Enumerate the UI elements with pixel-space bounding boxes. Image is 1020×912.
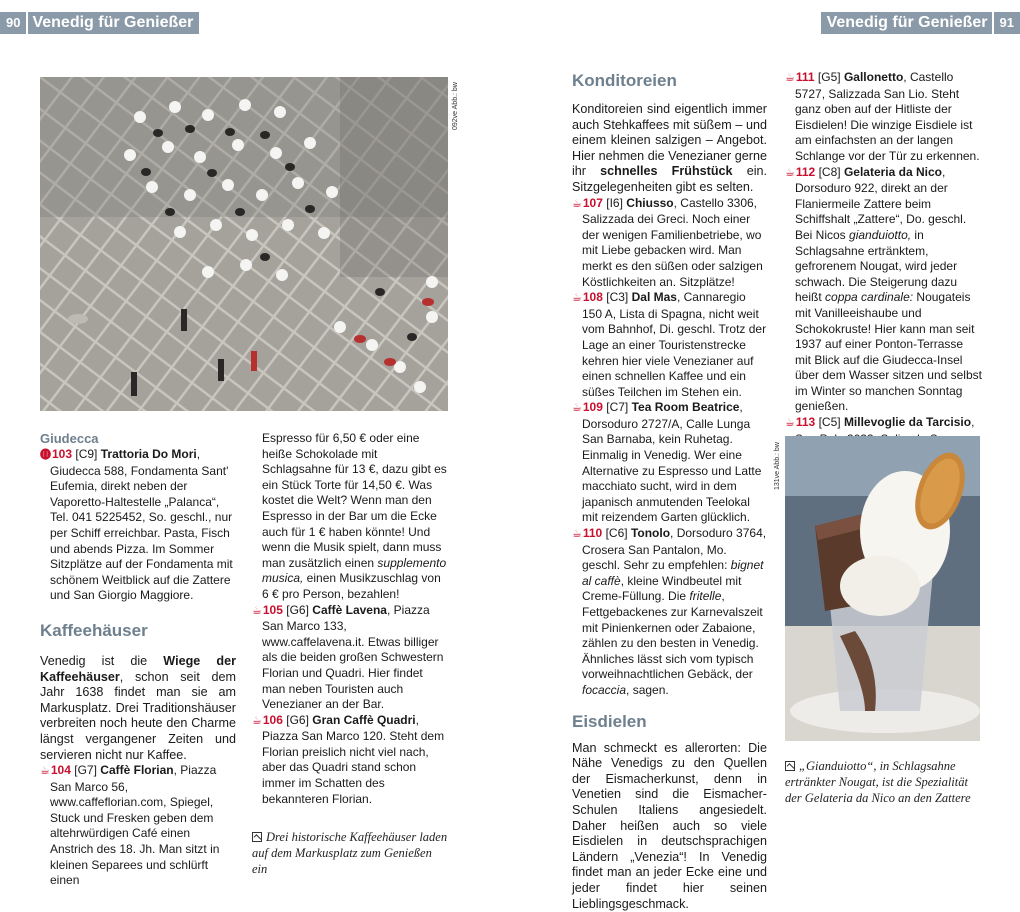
entry-109 [572,400,767,526]
entry-104-text: , Piazza San Marco 56, www.caffeflorian.com, Spiegel, Stuck und Fresken geben dem altehrwürdigen Café einen Anstrich des 18. Jh. Man sitzt in kleinen Separees und schlürft einen [50,763,220,888]
konditoreien-heading: Konditoreien [572,71,677,90]
cafe-marker-icon: ☕ [572,197,582,210]
piazza-caption: Drei historische Kaffeehäuser laden auf dem Markusplatz zum Genießen ein [252,830,448,877]
eisdielen-heading: Eisdielen [572,711,647,731]
entry-110: ☕110 [C6] Tonolo, Dorsoduro 3764, Crosera San Pantalon, Mo. geschl. Sehr zu empfehlen: bignet al caffè, kleine Windbeutel mit Creme-Füllung. Die fritelle, Fettgebackenes zur Karnevalszeit mit Pinienkernen oder Zabaione, zählen zu den besten in Venedig. Ähnliches lässt sich vom typisch vorweihnachtlichen Gebäck, der focaccia, sagen. [572,526,767,697]
entry-110-grid: [C6] [605,526,628,541]
entry-103-grid: [C9] [75,447,98,461]
entry-105-code: 105 [262,602,283,617]
entry-110-code: 110 [582,526,603,541]
right-page-number: 91 [994,12,1020,34]
photo-caption-icon [252,832,262,842]
piazza-san-marco-photo [40,77,448,411]
left-page-header [0,12,510,34]
entry-104-grid: [G7] [74,763,97,778]
entry-113-code: 113 [795,415,816,430]
cafe-marker-icon: ☕ [785,72,795,84]
cafe-marker-icon: ☕ [252,714,262,727]
entry-103-text: , Giudecca 588, Fondamenta Sant' Eufemia, direkt neben der Vaporetto-Haltestelle „Palanca“, Tel. 041 5225452, So. geschl., nur per Schiff erreichbar. Pasta, Fisch und abends Pizza. Im Sommer Sitzplätze auf der Fondamenta mit schönem Weitblick auf die Zattere und San Giorgio Maggiore. [50,447,233,603]
gelato-caption: „Gianduiotto“, in Schlagsahne ertränkter Nougat, ist die Spezialität der Gelateria da Nico an den Zattere [785,759,971,805]
cafe-marker-icon: ☕ [40,765,50,778]
right-page-header [510,12,1020,34]
eisdielen-intro: Man schmeckt es allerorten: Die Nähe Venedigs zu den Quellen der Eismacherkunst, denn in Venetien sind die Eismacher-Schulen Italiens angesiedelt. Daher heißen auch so viele Eisdielen in deutschsprachigen Ländern „Venezia“! In Venedig findet man an jeder Ecke eine und jeder findet hier seinen Lieblingsgeschmack. [572,740,767,911]
entry-111-name: Gallonetto [843,70,904,84]
entry-104-name: Caffè Florian [100,763,174,778]
entry-103-code: 103 [52,447,73,461]
entry-108-name: Dal Mas [631,290,677,305]
gelato-photo-credit: 131ve Abb.: bw [774,442,781,490]
entry-108-text: , Cannaregio 150 A, Lista di Spagna, nicht weit vom Bahnhof, Di. geschl. Trotz der Lage an einer Touristenstrecke kehren hier viele Venezianer auf einen schnellen Kaffee und ein süßes Teilchen im Stehen ein. [582,290,767,399]
entry-107-code: 107 [582,195,603,210]
entry-109-code: 109 [582,400,603,415]
entry-104 [40,763,236,889]
entry-103-name: Trattoria Do Mori [100,447,197,461]
entry-111-code: 111 [795,70,815,84]
entry-113-grid: [C5] [818,415,841,430]
entry-107-name: Chiusso [626,195,674,210]
florian-continuation: Espresso für 6,50 € oder eine heiße Schokolade mit Schlagsahne für 13 €, dazu gibt es ein Stück Torte für 14,50 €. Was kostet die Welt? Wenn man den Espresso in der Bar um die Ecke auch für 1 € haben könnte! Und wenn die Musik spielt, dann muss man zusätzlich einen supplemento musica, einen Musikzuschlag von 6 € pro Person, bezahlen! [262,431,447,601]
photo-caption-icon [785,761,795,771]
cafe-marker-icon: ☕ [572,292,582,305]
entry-106-name: Gran Caffè Quadri [312,712,416,727]
left-column-1 [40,431,236,889]
entry-105 [252,603,448,713]
entry-111-text: , Castello 5727, Salizzada San Lio. Steht ganz oben auf der Hitliste der Eisdielen! Die winzige Eisdiele ist am einfachsten an der langen Schlange vor der Tür zu erkennen. [795,70,980,163]
cafe-marker-icon: ☕ [785,417,795,430]
entry-105-grid: [G6] [286,602,309,617]
entry-108-grid: [C3] [606,290,629,305]
entry-107-text: , Castello 3306, Salizzada dei Greci. Noch einer der wenigen Familienbetriebe, wo mit Liebe gebacken wird. Man merkt es den süßen oder salzigen Köstlichkeiten an. Sitzplätze! [582,195,763,289]
entry-112-code: 112 [795,164,816,179]
entry-104-code: 104 [50,763,71,778]
cafe-marker-icon: ☕ [572,402,582,415]
entry-112: ☕112 [C8] Gelateria da Nico, Dorsoduro 922, direkt an der Flaniermeile Zattere beim Schiffshalt „Zattere“, Do. geschl. Bei Nicos gianduiotto, in Schlagsahne ertränktem, gefrorenem Nougat, wird jeder schwach. Die Steigerung dazu heißt coppa cardinale: Nougateis mit Vanilleeishaube und Schokokruste! Hier kann man seit 1937 auf einer Ponton-Terrasse mit Blick auf die Giudecca-Insel über dem Wasser sitzen und selbst im Winter so manchen Sonntag genießen. [785,164,982,414]
giudecca-heading: Giudecca [40,431,99,446]
entry-108-code: 108 [582,290,603,305]
entry-113-text: , [971,415,975,430]
left-column-2 [252,431,448,877]
entry-111 [785,70,982,165]
entry-108 [572,290,767,400]
entry-106-text: , Piazza San Marco 120. Steht dem Florian preislich nicht viel nach, aber das Quadri stand schon immer im Schatten des bekannteren Florian. [262,712,445,806]
entry-111-grid: [G5] [817,70,841,84]
gianduiotto-photo [785,436,980,741]
entry-105-name: Caffè Lavena [312,602,387,617]
restaurant-marker-icon: ⓫ [40,449,51,461]
entry-109-name: Tea Room Beatrice [631,400,740,415]
cafe-marker-icon: ☕ [252,604,262,617]
entry-112-grid: [C8] [818,164,841,179]
left-running-title: Venedig für Genießer [28,12,199,34]
piazza-photo-credit: 092ve Abb.: bw [452,82,459,130]
entry-103 [40,447,236,604]
entry-106-code: 106 [262,712,283,727]
entry-107 [572,196,767,291]
entry-113-name: Millevoglie da Tarcisio [843,415,972,430]
entry-106-grid: [G6] [286,712,309,727]
entry-106 [252,713,448,808]
right-running-title: Venedig für Genießer [821,12,992,34]
entry-109-text: , Dorsoduro 2727/A, Calle Lunga San Barnaba, kein Ruhetag. Einmalig in Venedig. Wer eine Alternative zu Espresso und Latte macchiato sucht, wird in dem japanisch anmutenden Teelokal mit reizendem Garten glücklich. [582,400,762,525]
cafe-marker-icon: ☕ [785,166,795,179]
konditoreien-intro: Konditoreien sind eigentlich immer auch Stehkaffees mit süßem – und einem kleinen salzigen – Angebot. Hier nehmen die Venezianer gerne ihr schnelles Frühstück ein. Sitzgelegenheiten gibt es selten. [572,102,768,194]
entry-112-name: Gelateria da Nico [843,164,942,179]
entry-105-text: , Piazza San Marco 133, www.caffelavena.it. Etwas billiger als die beiden großen Schwestern Florian und Quadri. Hier findet man neben Touristen auch Venezianer an der Bar. [262,602,444,712]
kaffeehaeuser-heading: Kaffeehäuser [40,620,148,640]
kaffee-intro: Venedig ist die Wiege der Kaffeehäuser, schon seit dem Jahr 1638 findet man sie am Markusplatz. Drei Traditionshäuser verbreiten noch heute den Charme längst vergangener Zeiten und servieren nicht nur Kaffee. [40,653,236,762]
entry-107-grid: [I6] [606,195,623,210]
left-page-number: 90 [0,12,26,34]
entry-110-name: Tonolo [630,526,671,541]
right-column-1 [572,70,767,912]
entry-109-grid: [C7] [606,400,629,415]
cafe-marker-icon: ☕ [572,528,582,541]
